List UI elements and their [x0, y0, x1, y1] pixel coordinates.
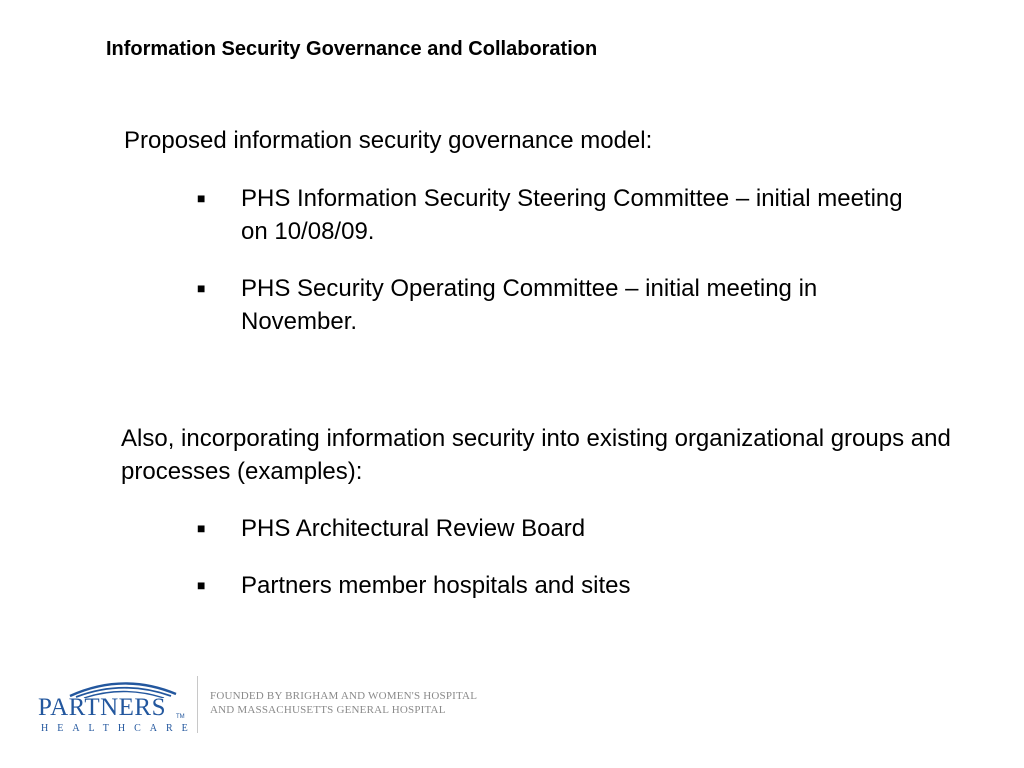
- founded-line-1: FOUNDED BY BRIGHAM AND WOMEN'S HOSPITAL: [210, 690, 478, 702]
- founded-line-2: AND MASSACHUSETTS GENERAL HOSPITAL: [210, 704, 446, 716]
- logo-wordmark: PARTNERS: [38, 694, 167, 721]
- footer-divider: [197, 676, 198, 733]
- integration-intro: Also, incorporating information security into existing organizational groups and processes (examples):: [121, 425, 951, 485]
- slide-title: Information Security Governance and Collaboration: [106, 38, 598, 60]
- logo-subtext: HEALTHCARE: [41, 723, 197, 734]
- bullet-text: PHS Information Security Steering Committee – initial meeting on 10/08/09.: [241, 185, 903, 245]
- governance-model-intro: Proposed information security governance model:: [124, 127, 653, 154]
- square-bullet-icon: ■: [197, 577, 206, 593]
- square-bullet-icon: ■: [197, 520, 206, 536]
- bullet-text: Partners member hospitals and sites: [241, 572, 631, 599]
- square-bullet-icon: ■: [197, 280, 206, 296]
- bullet-text: PHS Security Operating Committee – initial meeting in November.: [241, 275, 818, 335]
- logo-trademark: TM: [176, 714, 185, 720]
- square-bullet-icon: ■: [197, 190, 206, 206]
- bullet-item: [197, 182, 917, 248]
- founded-by-text: [210, 689, 477, 717]
- bullet-text: PHS Architectural Review Board: [241, 515, 586, 542]
- bullet-item: [197, 512, 917, 545]
- partners-healthcare-logo: [38, 676, 197, 736]
- bullet-item: [197, 272, 917, 338]
- bullet-item: [197, 569, 917, 602]
